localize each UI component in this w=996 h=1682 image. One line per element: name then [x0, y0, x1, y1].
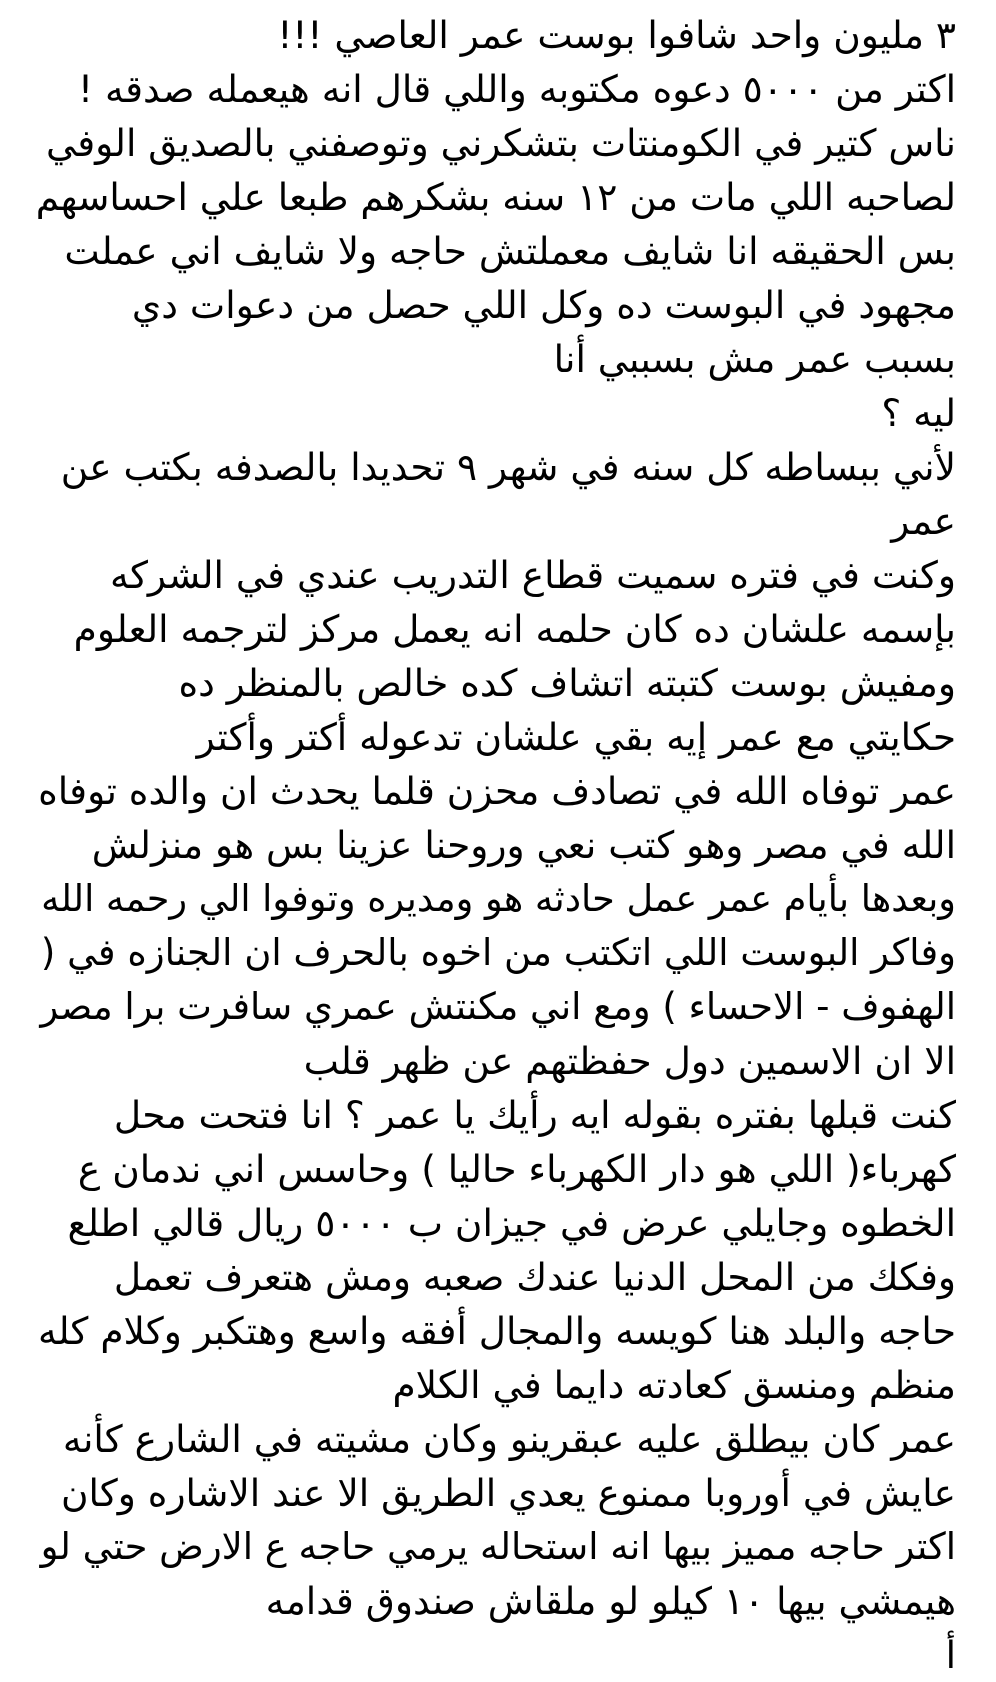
text-line: وفكك من المحل الدنيا عندك صعبه ومش هتعرف تعمل [113, 1255, 956, 1299]
text-line: مجهود في البوست ده وكل اللي حصل من دعوات دي [131, 283, 956, 327]
text-line: عمر توفاه الله في تصادف محزن قلما يحدث ان والده توفاه [38, 769, 956, 813]
text-line: عايش في أوروبا ممنوع يعدي الطريق الا عند الاشاره وكان [60, 1471, 956, 1515]
text-line: الله في مصر وهو كتب نعي وروحنا عزينا بس هو منزلش [91, 823, 956, 867]
text-line-cut-off: أ [945, 1633, 956, 1677]
text-line: ومفيش بوست كتبته اتشاف كده خالص بالمنظر ده [178, 661, 956, 705]
text-line: ناس كتير في الكومنتات بتشكرني وتوصفني بالصديق الوفي [45, 121, 956, 165]
text-line: وبعدها بأيام عمر عمل حادثه هو ومديره وتوفوا الي رحمه الله [41, 877, 956, 920]
text-line: اكتر من ٥٠٠٠ دعوه مكتوبه واللي قال انه هيعمله صدقه ! [78, 67, 956, 111]
text-line: الخطوه وجايلي عرض في جيزان ب ٥٠٠٠ ريال قالي اطلع [67, 1201, 956, 1245]
text-line: كهرباء( اللي هو دار الكهرباء حاليا ) وحاسس اني ندمان ع [77, 1147, 956, 1191]
text-line: وكنت في فتره سميت قطاع التدريب عندي في الشركه [109, 553, 956, 597]
post-text [0, 8, 996, 1677]
text-line: عمر كان بيطلق عليه عبقرينو وكان مشيته في الشارع كأنه [62, 1417, 956, 1461]
text-line: بس الحقيقه انا شايف معملتش حاجه ولا شايف اني عملت [64, 229, 956, 273]
text-line: الا ان الاسمين دول حفظتهم عن ظهر قلب [303, 1039, 956, 1083]
text-line: عمر [891, 499, 956, 543]
text-line: اكتر حاجه مميز بيها انه استحاله يرمي حاجه ع الارض حتي لو [40, 1525, 956, 1568]
text-line: بإسمه علشان ده كان حلمه انه يعمل مركز لترجمه العلوم [73, 607, 956, 651]
text-line: منظم ومنسق كعادته دايما في الكلام [392, 1363, 956, 1407]
text-line: ليه ؟ [881, 391, 956, 435]
text-line: الهفوف - الاحساء ) ومع اني مكنتش عمري سافرت برا مصر [40, 985, 956, 1028]
text-line: ٣ مليون واحد شافوا بوست عمر العاصي !!! [277, 13, 956, 57]
text-line: حاجه والبلد هنا كويسه والمجال أفقه واسع وهتكبر وكلام كله [38, 1309, 956, 1353]
text-line: هيمشي بيها ١٠ كيلو لو ملقاش صندوق قدامه [265, 1579, 956, 1623]
text-line: كنت قبلها بفتره بقوله ايه رأيك يا عمر ؟ انا فتحت محل [113, 1093, 956, 1137]
text-line: حكايتي مع عمر إيه بقي علشان تدعوله أكتر وأكتر [196, 715, 956, 759]
text-line: وفاكر البوست اللي اتكتب من اخوه بالحرف ان الجنازه في ( [40, 931, 956, 974]
text-line: لصاحبه اللي مات من ١٢ سنه بشكرهم طبعا علي احساسهم [35, 175, 956, 219]
text-line: لأني ببساطه كل سنه في شهر ٩ تحديدا بالصدفه بكتب عن [60, 445, 956, 489]
text-line: بسبب عمر مش بسببي أنا [553, 337, 956, 381]
